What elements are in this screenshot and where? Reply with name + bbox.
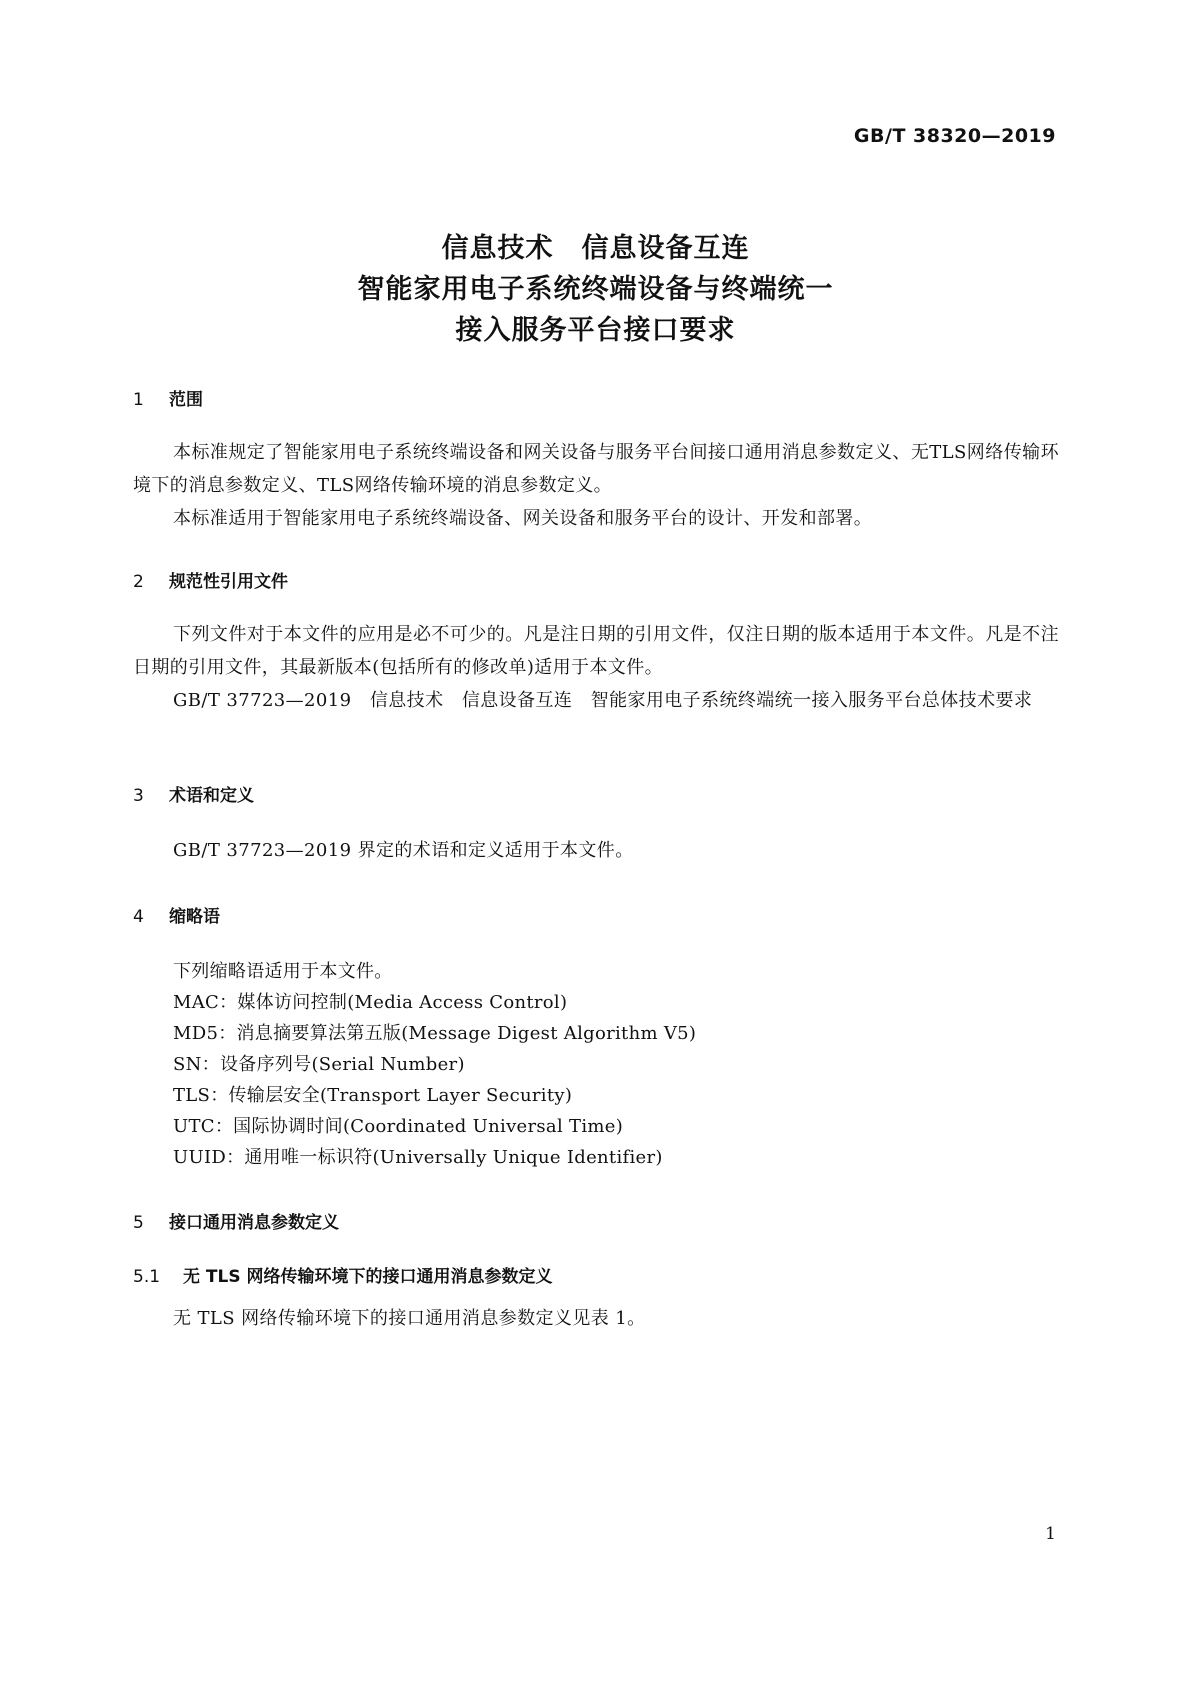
section-title: 术语和定义 <box>169 786 254 806</box>
section-title: 无 TLS 网络传输环境下的接口通用消息参数定义 <box>183 1267 553 1287</box>
section-title: 接口通用消息参数定义 <box>169 1213 339 1233</box>
section-2-reference: GB/T 37723—2019 信息技术 信息设备互连 智能家用电子系统终端统一接入服务平台总体技术要求 <box>173 690 1033 711</box>
section-number: 3 <box>133 786 144 806</box>
section-number: 2 <box>133 572 144 592</box>
section-title: 范围 <box>169 390 203 410</box>
section-5-heading <box>133 1208 339 1233</box>
section-1-heading <box>133 385 203 410</box>
section-number: 4 <box>133 907 144 927</box>
section-5-1-para-1: 无 TLS 网络传输环境下的接口通用消息参数定义见表 1。 <box>173 1308 646 1329</box>
section-4-heading <box>133 902 220 927</box>
section-5-1-heading <box>133 1262 553 1287</box>
section-title: 规范性引用文件 <box>169 572 288 592</box>
document-title <box>0 228 1191 351</box>
title-line-1: 信息技术 信息设备互连 <box>441 233 750 264</box>
section-2-heading <box>133 567 288 592</box>
section-title: 缩略语 <box>169 907 220 927</box>
section-3-heading <box>133 781 254 806</box>
abbreviation-intro: 下列缩略语适用于本文件。 <box>173 961 393 982</box>
abbreviation-item: TLS：传输层安全(Transport Layer Security) <box>173 1085 573 1106</box>
abbreviation-item: UUID：通用唯一标识符(Universally Unique Identifier) <box>173 1147 663 1168</box>
section-number: 5.1 <box>133 1267 161 1287</box>
abbreviation-item: MAC：媒体访问控制(Media Access Control) <box>173 992 568 1013</box>
abbreviation-item: UTC：国际协调时间(Coordinated Universal Time) <box>173 1116 624 1137</box>
abbreviation-item: MD5：消息摘要算法第五版(Message Digest Algorithm V5) <box>173 1023 697 1044</box>
section-3-para-1: GB/T 37723—2019 界定的术语和定义适用于本文件。 <box>173 840 634 861</box>
section-1-para-1: 本标准规定了智能家用电子系统终端设备和网关设备与服务平台间接口通用消息参数定义、无TLS网络传输环境下的消息参数定义、TLS网络传输环境的消息参数定义。 <box>133 442 1059 496</box>
section-1-para-2: 本标准适用于智能家用电子系统终端设备、网关设备和服务平台的设计、开发和部署。 <box>173 508 873 529</box>
section-number: 5 <box>133 1213 144 1233</box>
section-2-para-1: 下列文件对于本文件的应用是必不可少的。凡是注日期的引用文件，仅注日期的版本适用于本文件。凡是不注日期的引用文件，其最新版本(包括所有的修改单)适用于本文件。 <box>133 624 1059 678</box>
page-number: 1 <box>1045 1524 1056 1544</box>
abbreviation-item: SN：设备序列号(Serial Number) <box>173 1054 465 1075</box>
title-line-3: 接入服务平台接口要求 <box>455 315 736 346</box>
title-line-2: 智能家用电子系统终端设备与终端统一 <box>357 274 834 305</box>
section-number: 1 <box>133 390 144 410</box>
standard-code: GB/T 38320—2019 <box>853 125 1056 147</box>
